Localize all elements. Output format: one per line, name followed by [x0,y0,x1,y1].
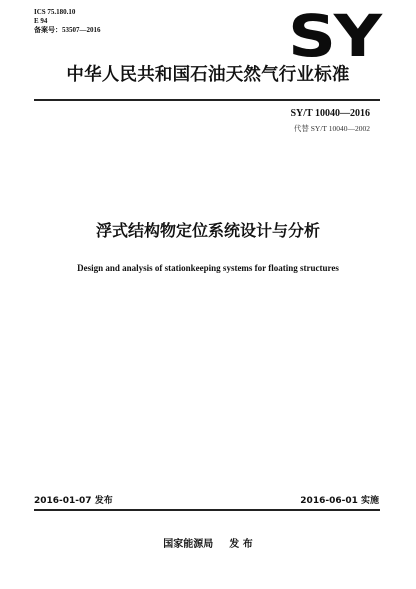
ics-code: ICS 75.180.10 [34,8,76,16]
publisher-line [0,538,416,552]
document-title-en: Design and analysis of stationkeeping systems for floating structures [77,263,339,273]
standard-category-title: 中华人民共和国石油天然气行业标准 [66,65,350,85]
top-divider [34,99,380,101]
record-number: 备案号：53507—2016 [34,26,101,34]
implementation-date: 2016-06-01 实施 [300,496,379,506]
standard-code: SY/T 10040—2016 [290,108,370,119]
document-title-cn: 浮式结构物定位系统设计与分析 [95,221,320,240]
sy-logo: SY [287,2,380,70]
classification-code: E 94 [34,17,48,25]
bottom-divider [34,509,380,511]
replaces-note: 代替 SY/T 10040—2002 [293,124,370,133]
publisher-action: 发 布 [229,539,253,550]
publisher-name: 国家能源局 [163,539,214,550]
issue-date: 2016-01-07 发布 [34,496,113,506]
